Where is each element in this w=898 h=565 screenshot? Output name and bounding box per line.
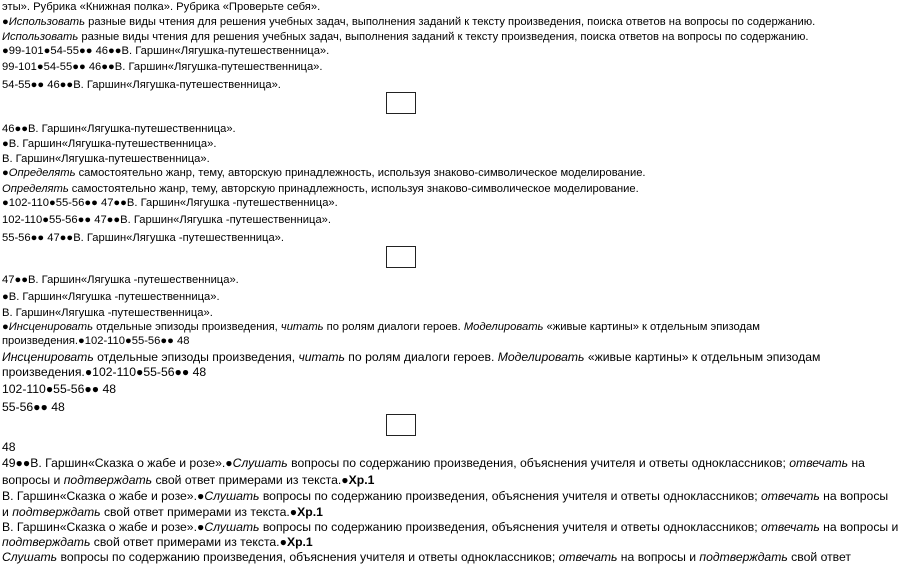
text-run: ● xyxy=(2,167,9,179)
italic-term: читать xyxy=(280,321,324,333)
text-run: ● xyxy=(2,16,9,28)
text-line xyxy=(2,166,646,180)
text-run: 54-55●● 46●●В. Гаршин«Лягушка-путешественница». xyxy=(2,79,281,91)
text-line xyxy=(2,535,313,549)
text-line xyxy=(2,489,888,503)
text-run: 49●●В. Гаршин«Сказка о жабе и розе».● xyxy=(2,456,233,470)
text-run: 102-110●55-56●● 47●●В. Гаршин«Лягушка -путешественница». xyxy=(2,214,331,226)
italic-term: Слушать xyxy=(204,520,260,534)
text-run: ●102-110●55-56●● 47●●В. Гаршин«Лягушка -путешественница». xyxy=(2,197,338,209)
text-run: 55-56●● 47●●В. Гаршин«Лягушка -путешественница». xyxy=(2,232,285,244)
text-run: разные виды чтения для решения учебных задач, выполнения заданий к тексту произведения, поиска ответов на вопросы по содержанию. xyxy=(78,31,809,43)
text-run: свой ответ примерами из текста.● xyxy=(90,535,287,549)
text-run: вопросы по содержанию произведения, объяснения учителя и ответы одноклассников; xyxy=(57,550,559,564)
text-line xyxy=(2,213,331,227)
text-run: самостоятельно жанр, тему, авторскую принадлежность, используя знаково-символическое моделирование. xyxy=(68,183,639,195)
bold-reference: Хр.1 xyxy=(348,473,375,487)
text-line xyxy=(2,306,213,320)
placeholder-box-2 xyxy=(386,246,416,268)
text-run: ●В. Гаршин«Лягушка-путешественница». xyxy=(2,138,217,150)
text-run: по ролям диалоги героев. xyxy=(344,350,498,364)
text-line xyxy=(2,0,320,14)
text-run: В. Гаршин«Сказка о жабе и розе».● xyxy=(2,489,205,503)
placeholder-box-3 xyxy=(386,414,416,436)
text-line xyxy=(2,456,865,470)
text-run: «живые картины» к отдельным эпизодам xyxy=(543,321,760,333)
italic-term: подтверждать xyxy=(2,535,91,549)
italic-term: Моделировать xyxy=(497,350,585,364)
text-line xyxy=(2,440,16,454)
bold-reference: Хр.1 xyxy=(297,505,323,519)
text-run: отдельные эпизоды произведения, xyxy=(93,350,299,364)
italic-term: подтверждать xyxy=(12,505,101,519)
text-line xyxy=(2,365,206,379)
text-run: на вопросы и xyxy=(819,520,898,534)
text-run: В. Гаршин«Лягушка-путешественница». xyxy=(2,153,210,165)
text-line xyxy=(2,505,323,519)
italic-term: Определять xyxy=(2,183,69,195)
text-line xyxy=(2,550,851,564)
text-line xyxy=(2,473,374,487)
text-line xyxy=(2,60,323,74)
text-run: произведения.●102-110●55-56●● 48 xyxy=(2,335,190,347)
italic-term: Моделировать xyxy=(463,321,544,333)
italic-term: отвечать xyxy=(789,456,849,470)
text-run: на xyxy=(848,456,865,470)
text-run: В. Гаршин«Сказка о жабе и розе».● xyxy=(2,520,205,534)
italic-term: Использовать xyxy=(2,31,79,43)
italic-term: Использовать xyxy=(8,16,86,28)
text-run: ●99-101●54-55●● 46●●В. Гаршин«Лягушка-путешественница». xyxy=(2,45,330,57)
text-run: на вопросы xyxy=(819,489,889,503)
text-run: «живые картины» к отдельным эпизодам xyxy=(584,350,821,364)
text-run: свой ответ примерами из текста.● xyxy=(152,473,349,487)
italic-term: Слушать xyxy=(232,456,288,470)
bold-reference: Хр.1 xyxy=(286,535,313,549)
text-run: 46●●В. Гаршин«Лягушка-путешественница». xyxy=(2,123,236,135)
text-run: вопросы и xyxy=(2,473,64,487)
italic-term: Слушать xyxy=(204,489,260,503)
italic-term: Инсценировать xyxy=(8,321,93,333)
text-line xyxy=(2,290,220,304)
italic-term: Слушать xyxy=(2,550,58,564)
text-run: 47●●В. Гаршин«Лягушка -путешественница». xyxy=(2,274,239,286)
italic-term: отвечать xyxy=(761,489,820,503)
text-run: отдельные эпизоды произведения, xyxy=(92,321,281,333)
text-line xyxy=(2,400,65,414)
text-run: 99-101●54-55●● 46●●В. Гаршин«Лягушка-путешественница». xyxy=(2,61,323,73)
text-run: 102-110●55-56●● 48 xyxy=(2,382,117,396)
text-line xyxy=(2,334,189,348)
text-line xyxy=(2,44,329,58)
text-run: произведения.●102-110●55-56●● 48 xyxy=(2,365,207,379)
text-line xyxy=(2,273,239,287)
text-run: и xyxy=(2,505,13,519)
text-line xyxy=(2,196,338,210)
text-line xyxy=(2,78,281,92)
text-line xyxy=(2,320,760,334)
italic-term: Определять xyxy=(8,167,76,179)
text-run: вопросы по содержанию произведения, объяснения учителя и ответы одноклассников; xyxy=(259,520,761,534)
text-run: В. Гаршин«Лягушка -путешественница». xyxy=(2,307,213,319)
italic-term: подтверждать xyxy=(699,550,788,564)
text-line xyxy=(2,137,216,151)
text-run: на вопросы и xyxy=(617,550,700,564)
text-line xyxy=(2,182,639,196)
italic-term: отвечать xyxy=(558,550,618,564)
text-line xyxy=(2,30,809,44)
text-run: ●В. Гаршин«Лягушка -путешественница». xyxy=(2,291,220,303)
italic-term: Инсценировать xyxy=(2,350,94,364)
text-run: эты». Рубрика «Книжная полка». Рубрика «Проверьте себя». xyxy=(2,1,321,13)
text-line xyxy=(2,15,815,29)
text-run: свой ответ примерами из текста.● xyxy=(100,505,298,519)
text-line xyxy=(2,350,820,364)
italic-term: читать xyxy=(298,350,345,364)
text-line xyxy=(2,382,116,396)
text-run: разные виды чтения для решения учебных задач, выполнения заданий к тексту произведения, поиска ответов на вопросы по содержанию. xyxy=(85,16,816,28)
italic-term: подтверждать xyxy=(63,473,153,487)
text-line xyxy=(2,520,898,534)
text-line xyxy=(2,152,210,166)
text-run: свой ответ xyxy=(787,550,851,564)
text-run: по ролям диалоги героев. xyxy=(323,321,464,333)
text-run: вопросы по содержанию произведения, объяснения учителя и ответы одноклассников; xyxy=(287,456,790,470)
text-line xyxy=(2,231,284,245)
text-run: вопросы по содержанию произведения, объяснения учителя и ответы одноклассников; xyxy=(259,489,761,503)
placeholder-box-1 xyxy=(386,92,416,114)
text-line xyxy=(2,122,236,136)
text-run: 55-56●● 48 xyxy=(2,400,65,414)
text-run: самостоятельно жанр, тему, авторскую принадлежность, используя знаково-символическое моделирование. xyxy=(75,167,646,179)
text-run: 48 xyxy=(2,440,16,454)
italic-term: отвечать xyxy=(761,520,820,534)
text-run: ● xyxy=(2,321,9,333)
